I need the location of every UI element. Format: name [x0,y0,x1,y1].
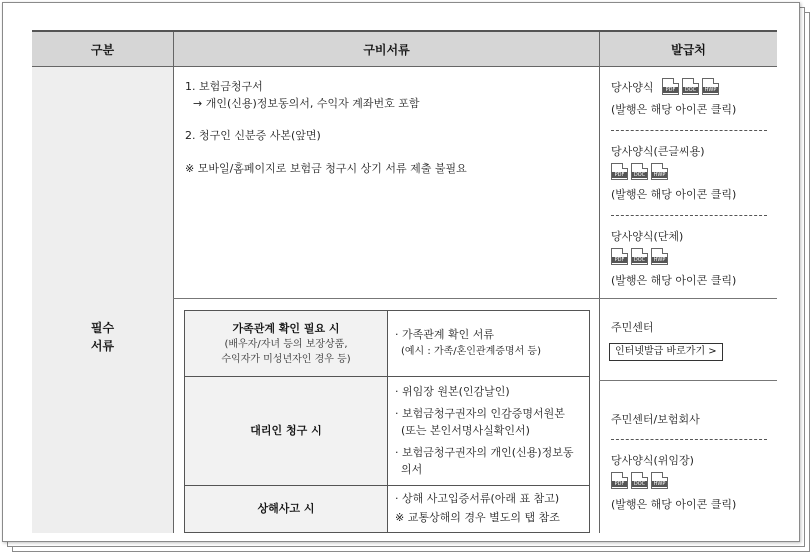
doc-file-icon[interactable]: DOC [631,163,648,180]
issuer-community-center: 주민센터 [611,321,654,334]
issuer-form4-label: 당사양식(위임장) [611,454,694,467]
issuer-form2-note: (발행은 해당 아이콘 클릭) [611,188,737,201]
doc-file-icon[interactable]: DOC [631,248,648,265]
doc-item-id-copy: 2. 청구인 신분증 사본(앞면) [185,129,321,142]
hwp-file-icon[interactable]: HWP [702,78,719,95]
condition-family [185,311,387,376]
header-documents: 구비서류 [173,32,599,67]
condition-accident-title: 상해사고 시 [257,502,315,515]
table-header [32,30,777,67]
category-label [32,319,173,355]
condition-accident [185,486,387,532]
issuer-form4-note: (발행은 해당 아이콘 클릭) [611,498,737,511]
pdf-file-icon[interactable]: PDF [611,163,628,180]
category-line1: 필수 [90,321,115,335]
pdf-file-icon[interactable]: PDF [662,78,679,95]
condition-family-sub2: 수익자가 미성년자인 경우 등) [221,353,351,365]
condition-proxy-title: 대리인 청구 시 [250,424,322,437]
proxy-doc3b: 의서 [401,463,423,476]
form2-downloads [611,163,668,180]
condition-proxy [185,377,387,485]
divider [173,67,174,533]
condition-family-sub1: (배우자/자녀 등의 보장상품, [224,338,348,350]
issuer-form1-label: 당사양식 [611,81,654,94]
category-line2: 서류 [90,339,115,353]
divider [387,311,388,532]
pdf-file-icon[interactable]: PDF [611,472,628,489]
dashed-divider [611,215,767,216]
issuer-form1-note: (발행은 해당 아이콘 클릭) [611,103,737,116]
issuer-form3-note: (발행은 해당 아이콘 클릭) [611,274,737,287]
required-documents-table [32,30,777,533]
proxy-doc1: · 위임장 원본(인감날인) [395,385,510,398]
accident-doc2: ※ 교통상해의 경우 별도의 탭 참조 [395,511,560,524]
header-issuer: 발급처 [599,32,777,67]
divider [185,376,589,377]
doc-file-icon[interactable]: DOC [631,472,648,489]
header-category: 구분 [90,43,115,57]
doc-item-claim-form-sub: → 개인(신용)정보동의서, 수익자 계좌번호 포함 [193,97,420,110]
doc-file-icon[interactable]: DOC [682,78,699,95]
conditional-documents-table [184,310,590,533]
condition-family-title: 가족관계 확인 필요 시 [232,321,340,335]
family-doc1: · 가족관계 확인 서류 [395,328,494,341]
proxy-doc2: · 보험금청구권자의 인감증명서원본 [395,407,565,420]
dashed-divider [611,439,767,440]
divider [599,67,600,533]
hwp-file-icon[interactable]: HWP [651,163,668,180]
form4-downloads [611,472,668,489]
issuer-form2-label: 당사양식(큰글씨용) [611,145,705,158]
proxy-doc3: · 보험금청구권자의 개인(신용)정보동 [395,446,574,459]
dashed-divider [611,130,767,131]
issuer-form3-label: 당사양식(단체) [611,230,684,243]
internet-issuance-button[interactable]: 인터넷발급 바로가기 > [609,343,723,361]
doc-note: ※ 모바일/홈페이지로 보험금 청구시 상기 서류 제출 불필요 [185,162,467,175]
hwp-file-icon[interactable]: HWP [651,472,668,489]
divider [185,485,589,486]
divider [599,380,777,381]
doc-item-claim-form: 1. 보험금청구서 [185,80,263,93]
pdf-file-icon[interactable]: PDF [611,248,628,265]
accident-doc1: · 상해 사고입증서류(아래 표 참고) [395,492,560,505]
divider [173,298,777,299]
form1-downloads [662,78,719,95]
issuer-center-insurer: 주민센터/보험회사 [611,413,700,426]
category-cell [32,67,173,533]
hwp-file-icon[interactable]: HWP [651,248,668,265]
family-doc2: (예시 : 가족/혼인관계증명서 등) [401,346,541,357]
form3-downloads [611,248,668,265]
proxy-doc2b: (또는 본인서명사실확인서) [401,424,530,437]
